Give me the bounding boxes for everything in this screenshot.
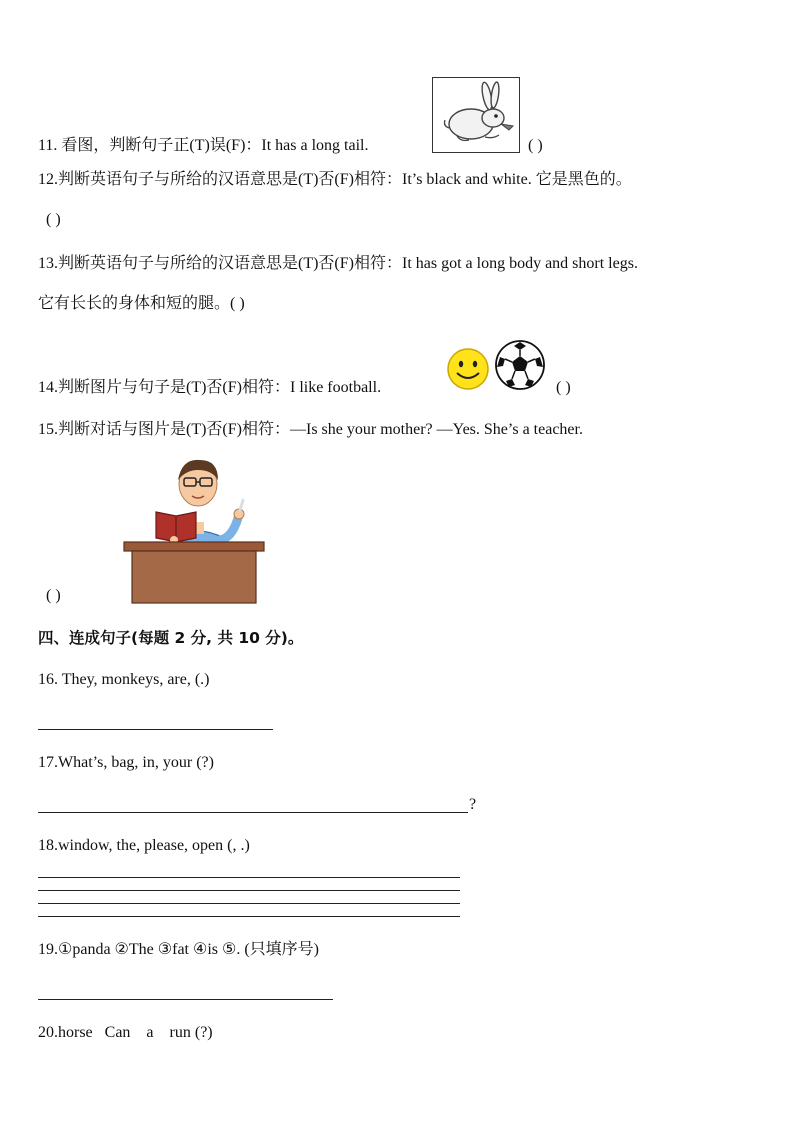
question-19-text: 19.①panda ②The ③fat ④is ⑤. (只填序号) xyxy=(38,941,320,958)
question-11-paren: ( ) xyxy=(528,137,543,154)
question-13-text: 13.判断英语句子与所给的汉语意思是(T)否(F)相符：It has got a long body and short legs. xyxy=(38,255,638,272)
soccer-ball-icon xyxy=(494,339,546,391)
section-4-heading xyxy=(38,628,303,648)
question-19 xyxy=(38,940,319,960)
teacher-at-desk-icon xyxy=(122,456,266,606)
question-14-answer-blank[interactable] xyxy=(556,378,571,398)
teacher-image xyxy=(122,456,266,606)
question-13-text-2: 它有长长的身体和短的腿。( ) xyxy=(38,295,245,312)
question-15-answer-blank[interactable] xyxy=(46,586,61,606)
question-15 xyxy=(38,420,583,440)
question-11-text: 11. 看图，判断句子正(T)误(F)：It has a long tail. xyxy=(38,137,369,154)
question-mark: ? xyxy=(469,796,477,813)
question-16-answer-line[interactable] xyxy=(38,729,273,730)
question-12 xyxy=(38,170,632,190)
question-15-paren: ( ) xyxy=(46,587,61,604)
question-17-answer-line[interactable] xyxy=(38,812,468,813)
question-18-answer-line-1[interactable] xyxy=(38,877,460,878)
question-20-text: 20.horse Can a run (?) xyxy=(38,1024,213,1041)
question-18-answer-line-4[interactable] xyxy=(38,916,460,917)
question-17-end-mark xyxy=(469,795,476,815)
question-19-answer-line[interactable] xyxy=(38,999,333,1000)
question-17 xyxy=(38,753,214,773)
question-15-text: 15.判断对话与图片是(T)否(F)相符：—Is she your mother? —Yes. She’s a teacher. xyxy=(38,421,583,438)
rabbit-image xyxy=(432,77,520,153)
question-18-text: 18.window, the, please, open (, .) xyxy=(38,837,250,854)
question-11 xyxy=(38,136,368,156)
question-14 xyxy=(38,378,381,398)
question-18 xyxy=(38,836,250,856)
question-18-answer-line-2[interactable] xyxy=(38,890,460,891)
question-14-text: 14.判断图片与句子是(T)否(F)相符：I like football. xyxy=(38,379,382,396)
question-12-paren: ( ) xyxy=(46,211,61,228)
section-4-title: 四、连成句子(每题 2 分, 共 10 分)。 xyxy=(38,629,304,647)
question-17-text: 17.What’s, bag, in, your (?) xyxy=(38,754,214,771)
question-12-text: 12.判断英语句子与所给的汉语意思是(T)否(F)相符：It’s black and white. 它是黑色的。 xyxy=(38,171,632,188)
question-18-answer-line-3[interactable] xyxy=(38,903,460,904)
question-11-answer-blank[interactable] xyxy=(528,136,543,156)
rabbit-icon xyxy=(433,78,519,152)
question-13 xyxy=(38,254,638,274)
smiley-face-icon xyxy=(446,347,490,391)
question-14-paren: ( ) xyxy=(556,379,571,396)
question-16-text: 16. They, monkeys, are, (.) xyxy=(38,671,210,688)
question-13-line-2[interactable] xyxy=(38,294,245,314)
question-20 xyxy=(38,1023,213,1043)
question-12-answer-blank[interactable] xyxy=(46,210,61,230)
question-16 xyxy=(38,670,210,690)
